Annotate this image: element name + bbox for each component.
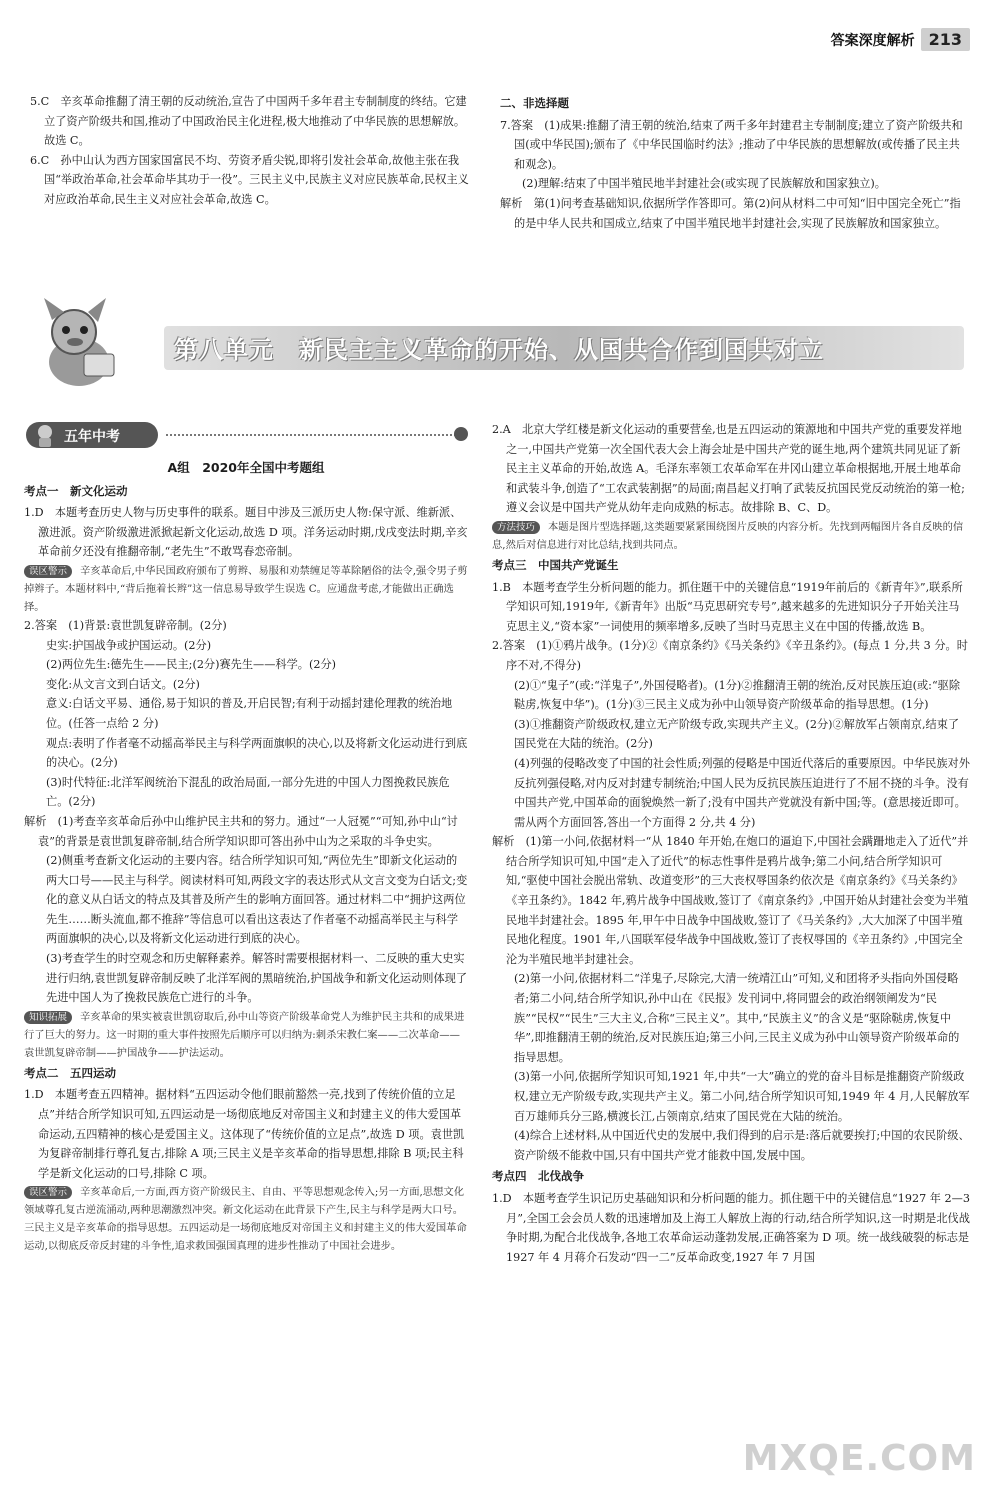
- l-answer-1: 1.D 本题考查历史人物与历史事件的联系。题目中涉及三派历史人物:保守派、维新派、激进派。资产阶级激进派掀起新文化运动,故选 D 项。洋务运动时期,戊戌变法时期,辛亥革命前夕还没有推翻帝制,“老先生”不敢骂春恋帝制。: [24, 506, 468, 559]
- badge-pill: [26, 422, 158, 448]
- answer-7-part1: 7.答案 (1)成果:推翻了清王朝的统治,结束了两千多年封建君主专制制度;建立了资产阶级共和国(或中华民国);颁布了《中华民国临时约法》;推动了中华民族的思想解放(或传播了民主共和观念)。: [500, 118, 963, 171]
- tip-tag-3: 误区警示: [24, 1186, 72, 1199]
- r-answer-2a: 2.A 北京大学红楼是新文化运动的重要营垒,也是五四运动的策源地和中国共产党的重要发祥地之一,中国共产党第一次全国代表大会上海会址是中国共产党的诞生地,两个建筑共同见证了新民主主义革命的开始,故选 A。毛泽东率领工农革命军在井冈山建立革命根据地,开展土地革命和武装斗争,创造了“工农武装割据”的局面;南昌起义打响了武装反抗国民党反动统治的第一枪;遵义会议是中国共产党从幼年走向成熟的标志。故排除 B、C、D。: [492, 423, 965, 515]
- top-right-column: [500, 92, 970, 233]
- r-analysis-2-part1: 解析 (1)第一小问,依据材料一“从 1840 年开始,在炮口的逼迫下,中国社会蹒跚地走入了近代”并结合所学知识可知,中国“走入了近代”的标志性事件是鸦片战争;第二小问,结合所学知识可知,“驱使中国社会脱出常轨、改道变形”的三大丧权辱国条约依次是《南京条约》《马关条约》《辛丑条约》。1842 年,鸦片战争中国战败,签订了《南京条约》,中国开始从封建社会变为半殖民地半封建社会。1895 年,甲午中日战争中国战败,签订了《马关条约》,大大加深了中国半殖民地化程度。1901 年,八国联军侵华战争中国战败,签订了丧权辱国的《辛丑条约》,中国完全沦为半殖民地半封建社会。: [492, 835, 969, 966]
- tip-tag-4: 方法技巧: [492, 521, 540, 534]
- answer-7-analysis: 解析 第(1)问考查基础知识,依据所学作答即可。第(2)问从材料二中可知“旧中国完全死亡”指的是中华人民共和国成立,结束了中国半殖民地半封建社会,实现了民族解放和国家独立。: [500, 196, 961, 230]
- r-analysis-2-part3: (3)第一小问,依据所学知识可知,1921 年,中共“一大”确立的党的奋斗目标是推翻资产阶级政权,建立无产阶级专政,实现共产主义。第二小问,结合所学知识可知,1949 年 4 月,人民解放军百万雄师兵分三路,横渡长江,占领南京,结束了国民党在大陆的统治。: [514, 1070, 970, 1123]
- tip-text-3: 辛亥革命后,一方面,西方资产阶级民主、自由、平等思想观念传入;另一方面,思想文化领域尊孔复古逆流涌动,两种思潮激烈冲突。新文化运动在此背景下产生,民主与科学是两大口号。三民主义是辛亥革命的指导思想。五四运动是一场彻底地反对帝国主义和封建主义的伟大爱国革命运动,以彻底反帝反封建的斗争性,追求救国强国真理的进步性推动了中国社会进步。: [24, 1186, 467, 1253]
- badge-dotted-line: [166, 434, 456, 436]
- badge-label: 五年中考: [64, 429, 120, 445]
- r-answer-2-part3: (3)①推翻资产阶级政权,建立无产阶级专政,实现共产主义。(2分)②解放军占领南京,结束了国民党在大陆的统治。(2分): [514, 717, 960, 751]
- r-answer-2-part1: 2.答案 (1)①鸦片战争。(1分)②《南京条约》《马关条约》《辛丑条约》。(每点 1 分,共 3 分。时序不对,不得分): [492, 639, 968, 672]
- top-left-column: [30, 92, 470, 210]
- l-answer-2c: (2)两位先生:德先生——民主;(2分)赛先生——科学。(2分): [46, 658, 337, 672]
- l-answer-2a: 2.答案 (1)背景:袁世凯复辟帝制。(2分): [24, 618, 227, 632]
- mascot-icon: [24, 292, 134, 392]
- tip-block-1: [24, 562, 468, 616]
- l-answer-2g: (3)时代特征:北洋军阀统治下混乱的政治局面,一部分先进的中国人力图挽救民族危亡。(2分): [46, 775, 450, 809]
- answer-6: 6.C 孙中山认为西方国家国富民不均、劳资矛盾尖锐,即将引发社会革命,故他主张在我国“举政治革命,社会革命毕其功于一役”。三民主义中,民族主义对应民族革命,民权主义对应政治革命,民生主义对应社会革命,故选 C。: [30, 153, 469, 206]
- tip-block-2: [24, 1008, 468, 1062]
- header-title: 答案深度解析: [830, 32, 915, 49]
- r-answer-2-part4: (4)列强的侵略改变了中国的社会性质;列强的侵略是中国近代落后的重要原因。中华民族对外反抗列强侵略,对内反对封建专制统治;中国人民为反抗民族压迫进行了不屈不挠的斗争。没有中国共产党,中国革命的面貌焕然一新了;没有中国共产党就没有新中国;等。(意思接近即可。需从两个方面回答,答出一个方面得 2 分,共 4 分): [514, 756, 970, 829]
- lower-right-column: [492, 420, 970, 1267]
- badge-figure-icon: [30, 422, 60, 448]
- tip-block-4: [492, 518, 970, 554]
- section-badge: [26, 420, 466, 450]
- r-answer-1d: 1.D 本题考查学生识记历史基础知识和分析问题的能力。抓住题干中的关键信息“1927 年 2—3 月”,全国工会会员人数的迅速增加及上海工人解放上海的行动,结合所学知识,这一时期是北伐战争时期,为配合北伐战争,各地工农革命运动蓬勃发展,正确答案为 D 项。统一战线破裂的标志是 1927 年 4 月蒋介石发动“四一二”反革命政变,1927 年 7 月国: [492, 1191, 970, 1264]
- l-answer-3: 1.D 本题考查五四精神。据材料“五四运动令他们眼前豁然一亮,找到了传统价值的立足点”并结合所学知识可知,五四运动是一场彻底地反对帝国主义和封建主义的伟大爱国革命运动,五四精神的核心是爱国主义。这体现了“传统价值的立足点”,故选 D 项。袁世凯为复辟帝制排行尊孔复古,排除 A 项;三民主义是辛亥革命的指导思想,排除 B 项;民主科学是新文化运动的口号,排除 C 项。: [24, 1088, 465, 1180]
- topic-3-heading: 考点三 中国共产党诞生: [492, 557, 619, 572]
- l-answer-2d: 变化:从文言文到白话文。(2分): [46, 677, 200, 691]
- unit-title: 第八单元 新民主主义革命的开始、从国共合作到国共对立: [174, 336, 824, 364]
- l-answer-2f: 观点:表明了作者毫不动摇高举民主与科学两面旗帜的决心,以及将新文化运动进行到底的决心。(2分): [46, 736, 468, 770]
- l-answer-2b: 史实:护国战争或护国运动。(2分): [46, 638, 212, 652]
- tip-text-1: 辛亥革命后,中华民国政府颁布了剪辫、易服和劝禁缠足等革除陋俗的法令,强令男子剪掉辫子。本题材料中,“背后拖着长辫”这一信息易导致学生误选 C。应通盘考虑,才能做出正确选择。: [24, 564, 468, 613]
- topic-2-heading: 考点二 五四运动: [24, 1065, 116, 1080]
- lower-left-column: [24, 456, 468, 1255]
- l-analysis-2b: (2)侧重考查新文化运动的主要内容。结合所学知识可知,“两位先生”即新文化运动的两大口号——民主与科学。阅读材料可知,两段文字的表达形式从文言文变为白话文;变化的意义从白话文的特点及其普及所产生的影响方面回答。通过材料二中“拥护这两位先生……断头流血,都不推辞”等信息可以看出这表达了作者毫不动摇高举民主与科学两面旗帜的决心,以及将新文化运动进行到底的决心。: [46, 854, 468, 946]
- page-number: 213: [921, 28, 970, 51]
- answer-5: 5.C 辛亥革命推翻了清王朝的反动统治,宣告了中国两千多年君主专制制度的终结。它建立了资产阶级共和国,推动了中国政治民主化进程,极大地推动了中华民族的思想解放。故选 C。: [30, 95, 467, 148]
- topic-1-heading: 考点一 新文化运动: [24, 483, 128, 498]
- r-analysis-2-part4: (4)综合上述材料,从中国近代史的发展中,我们得到的启示是:落后就要挨打;中国的农民阶级、资产阶级不能救中国,只有中国共产党才能救中国,发展中国。: [514, 1129, 970, 1162]
- tip-tag-2: 知识拓展: [24, 1011, 72, 1024]
- page-header: [831, 28, 970, 51]
- topic-4-heading: 考点四 北伐战争: [492, 1169, 584, 1184]
- watermark: MXQE.COM: [742, 1438, 976, 1479]
- l-answer-2e: 意义:白话文平易、通俗,易于知识的普及,开启民智;有利于动摇封建伦理教的统治地位。(任答一点给 2 分): [46, 697, 453, 730]
- tip-text-2: 辛亥革命的果实被袁世凯窃取后,孙中山等资产阶级革命党人为维护民主共和的成果进行了巨大的努力。这一时期的重大事件按照先后顺序可以归纳为:刺杀宋教仁案——二次革命——袁世凯复辟帝制——护国战争——护法运动。: [24, 1010, 465, 1059]
- tip-block-3: [24, 1183, 468, 1255]
- r-analysis-2-part2: (2)第一小问,依据材料二“洋鬼子,尽除完,大清一统靖江山”可知,义和团将矛头指向外国侵略者;第二小问,结合所学知识,孙中山在《民报》发刊词中,将同盟会的政治纲领阐发为“民族”“民权”“民生”三大主义,合称“三民主义”。其中,“民族主义”的含义是“驱除鞑虏,恢复中华”,即推翻清王朝的统治,反对民族压迫;第三小问,三民主义成为孙中山领导资产阶级革命的指导思想。: [514, 972, 960, 1064]
- tip-tag-1: 误区警示: [24, 565, 72, 578]
- unit-banner: [24, 292, 980, 392]
- l-analysis-2c: (3)考查学生的时空观念和历史解释素养。解答时需要根据材料一、二反映的重大史实进行归纳,袁世凯复辟帝制反映了北洋军阀的黑暗统治,护国战争和新文化运动则体现了先进中国人为了挽救民族危亡进行的斗争。: [46, 952, 468, 1005]
- answer-7-part2: (2)理解:结束了中国半殖民地半封建社会(或实现了民族解放和国家独立)。: [522, 177, 886, 191]
- group-heading: A组 2020年全国中考题组: [167, 460, 325, 475]
- r-answer-2-part2: (2)①“鬼子”(或:“洋鬼子”,外国侵略者)。(1分)②推翻清王朝的统治,反对民族压迫(或:“驱除鞑虏,恢复中华”)。(1分)③三民主义成为孙中山领导资产阶级革命的指导思想。(1分): [514, 678, 961, 712]
- r-answer-1b: 1.B 本题考查学生分析问题的能力。抓住题干中的关键信息“1919年前后的《新青年》”,联系所学知识可知,1919年,《新青年》出版“马克思研究专号”,越来越多的先进知识分子开始关注马克思主义,“资本家”一词使用的频率增多,反映了当时马克思主义在中国的传播,故选 B。: [492, 580, 963, 633]
- tip-text-4: 本题是图片型选择题,这类题要紧紧围绕图片反映的内容分析。先找到两幅图片各自反映的信息,然后对信息进行对比总结,找到共同点。: [492, 520, 964, 551]
- badge-end-dot-icon: [454, 427, 468, 441]
- l-analysis-2a: 解析 (1)考查辛亥革命后孙中山维护民主共和的努力。通过“一人冠冕”“可知,孙中山“讨袁”的背景是袁世凯复辟帝制,结合所学知识即可答出孙中山为之采取的斗争史实。: [24, 814, 458, 848]
- section-heading-nonchoice: 二、非选择题: [500, 96, 569, 110]
